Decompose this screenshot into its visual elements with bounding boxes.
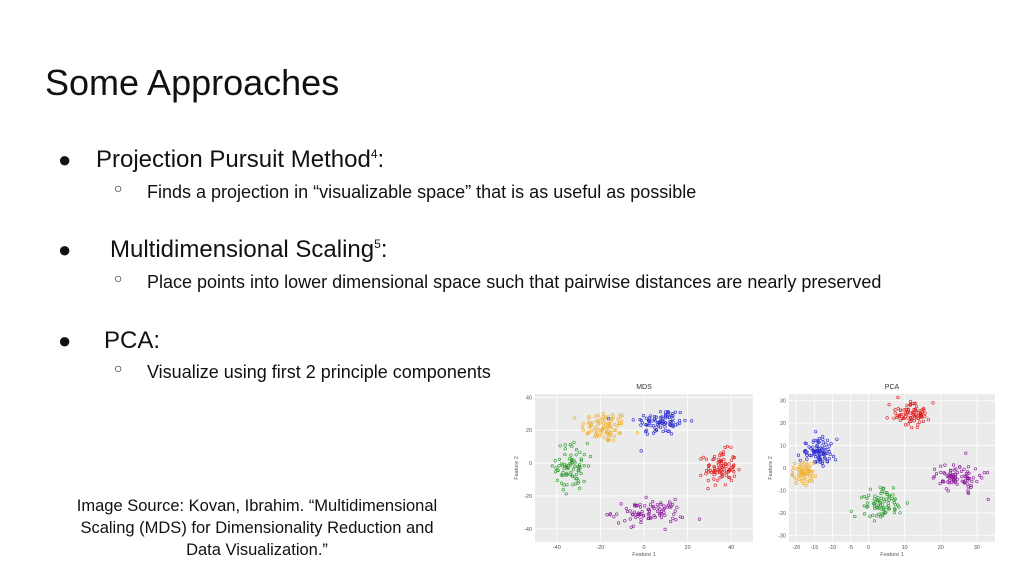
circle-bullet-icon: ○: [114, 180, 123, 196]
bullet-dot-icon: ●: [58, 237, 72, 262]
x-tick-label: 40: [728, 545, 735, 551]
bullet-suffix: :: [380, 236, 388, 263]
y-axis-label: Feature 2: [514, 456, 520, 480]
bullet-dot-icon: ●: [58, 328, 72, 353]
bullet-label: Multidimensional Scaling: [110, 236, 375, 263]
x-axis-label: Feature 1: [632, 552, 656, 558]
x-tick-label: -10: [828, 545, 837, 551]
x-tick-label: 10: [901, 545, 908, 551]
bullet-pca: [58, 327, 161, 355]
plot-title: PCA: [884, 384, 900, 391]
x-tick-label: -20: [596, 545, 605, 551]
mds-scatter-plot: [510, 380, 760, 560]
y-tick-label: -40: [524, 526, 532, 533]
y-tick-label: 40: [525, 395, 532, 402]
x-tick-label: 20: [684, 545, 691, 551]
y-tick-label: -30: [778, 533, 786, 540]
sub-bullet-projection: [114, 180, 697, 203]
bullet-suffix: :: [377, 146, 385, 173]
sub-bullet-mds: [114, 270, 882, 293]
sub-bullet-text: Place points into lower dimensional space such that pairwise distances are nearly preserved: [147, 272, 882, 292]
plot-title: MDS: [636, 384, 652, 391]
y-tick-label: 0: [782, 466, 786, 472]
x-tick-label: 0: [866, 545, 871, 551]
bullet-label: PCA:: [104, 327, 161, 354]
circle-bullet-icon: ○: [114, 270, 123, 286]
y-axis-label: Feature 2: [768, 456, 774, 480]
y-tick-label: 10: [779, 443, 786, 450]
x-tick-label: -20: [792, 545, 801, 551]
y-tick-label: 0: [528, 461, 532, 468]
y-tick-label: -20: [778, 510, 786, 517]
sub-bullet-pca: [114, 360, 491, 383]
bullet-superscript: 5: [374, 237, 381, 251]
y-tick-label: -10: [778, 488, 786, 495]
circle-bullet-icon: ○: [114, 360, 123, 376]
pca-scatter-plot: [766, 380, 1004, 560]
y-tick-label: 20: [525, 428, 532, 435]
x-axis-label: Feature 1: [880, 552, 904, 558]
sub-bullet-text: Finds a projection in “visualizable space” that is as useful as possible: [147, 182, 697, 202]
x-tick-label: -5: [847, 545, 853, 551]
bullet-label: Projection Pursuit Method: [96, 146, 371, 173]
slide-title: Some Approaches: [45, 62, 340, 103]
bullet-superscript: 4: [370, 147, 378, 161]
x-tick-label: 20: [937, 545, 944, 551]
y-tick-label: 20: [779, 421, 786, 428]
bullet-dot-icon: ●: [58, 147, 72, 172]
y-tick-label: 30: [779, 398, 786, 405]
bullet-projection-pursuit: [58, 146, 385, 174]
x-tick-label: 30: [973, 545, 980, 551]
x-tick-label: 0: [642, 545, 646, 551]
y-tick-label: -20: [524, 493, 532, 500]
x-tick-label: -40: [552, 545, 561, 551]
x-tick-label: -15: [810, 545, 819, 551]
image-source-caption: Image Source: Kovan, Ibrahim. “Multidimensional Scaling (MDS) for Dimensionality Reduction and Data Visualization.”: [76, 497, 438, 559]
bullet-mds: [58, 236, 388, 264]
sub-bullet-text: Visualize using first 2 principle components: [147, 362, 491, 382]
